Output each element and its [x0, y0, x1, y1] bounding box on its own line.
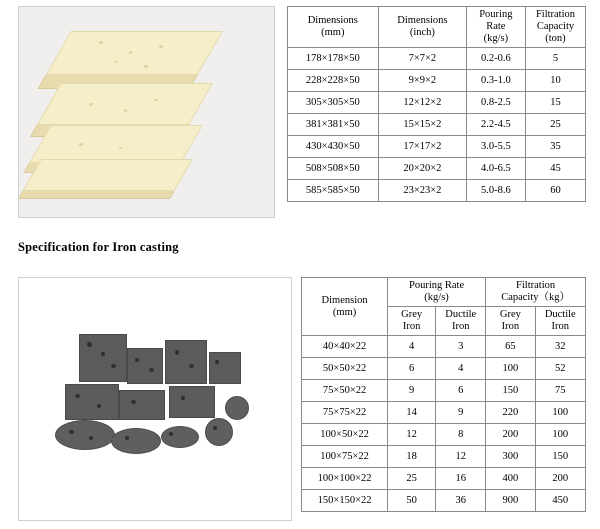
foam-block: [209, 352, 241, 384]
table-row: [302, 402, 586, 424]
cell-pouring-ductile: 3: [436, 336, 486, 358]
cell-dimension-inch: 15×15×2: [379, 114, 467, 136]
cell-dimension-inch: 23×23×2: [379, 180, 467, 202]
cell-pouring-grey: 14: [387, 402, 435, 424]
table-row: [287, 180, 586, 202]
cell-pouring-grey: 18: [387, 446, 435, 468]
cell-filtration-capacity: 35: [525, 136, 585, 158]
cell-pouring-rate: 5.0-8.6: [466, 180, 525, 202]
cell-dimension-inch: 12×12×2: [379, 92, 467, 114]
cell-pouring-grey: 25: [387, 468, 435, 490]
foam-disc: [205, 418, 233, 446]
cell-dimension-mm: 585×585×50: [287, 180, 379, 202]
group-filtration-capacity: Filtration Capacity（kg）: [486, 278, 586, 307]
cell-pouring-rate: 2.2-4.5: [466, 114, 525, 136]
cell-pouring-grey: 50: [387, 490, 435, 512]
table-row: [302, 490, 586, 512]
cell-capacity-ductile: 100: [535, 402, 585, 424]
cell-pouring-grey: 12: [387, 424, 435, 446]
cell-filtration-capacity: 5: [525, 48, 585, 70]
foam-disc: [161, 426, 199, 448]
cell-pouring-grey: 4: [387, 336, 435, 358]
cell-pouring-ductile: 4: [436, 358, 486, 380]
cell-pouring-rate: 0.2-0.6: [466, 48, 525, 70]
table-row: [287, 158, 586, 180]
table-row: [287, 136, 586, 158]
cell-dimension-inch: 20×20×2: [379, 158, 467, 180]
cell-capacity-ductile: 52: [535, 358, 585, 380]
cell-capacity-grey: 200: [486, 424, 535, 446]
cell-dimension-mm: 430×430×50: [287, 136, 379, 158]
cell-dimension: 100×75×22: [302, 446, 388, 468]
cell-capacity-grey: 65: [486, 336, 535, 358]
table-row: [287, 48, 586, 70]
alumina-filter-spec-section: [18, 6, 586, 218]
col-filtration-capacity: Filtration Capacity (ton): [525, 7, 585, 48]
cell-dimension-mm: 228×228×50: [287, 70, 379, 92]
col-capacity-grey-iron: Grey Iron: [486, 307, 535, 336]
table-header-row: [287, 7, 586, 48]
cell-capacity-grey: 150: [486, 380, 535, 402]
foam-disc: [55, 420, 115, 450]
foam-block: [165, 340, 207, 384]
cell-filtration-capacity: 10: [525, 70, 585, 92]
col-dimensions-mm: Dimensions (mm): [287, 7, 379, 48]
cell-pouring-rate: 0.3-1.0: [466, 70, 525, 92]
iron-casting-spec-section: [18, 277, 586, 521]
iron-casting-spec-table: [301, 277, 586, 512]
cell-capacity-ductile: 32: [535, 336, 585, 358]
cell-pouring-rate: 4.0-6.5: [466, 158, 525, 180]
cell-dimension-mm: 508×508×50: [287, 158, 379, 180]
cell-capacity-ductile: 75: [535, 380, 585, 402]
cell-capacity-ductile: 100: [535, 424, 585, 446]
foam-disc: [111, 428, 161, 454]
cell-capacity-grey: 300: [486, 446, 535, 468]
cell-capacity-grey: 900: [486, 490, 535, 512]
table-row: [302, 336, 586, 358]
cell-capacity-grey: 220: [486, 402, 535, 424]
col-capacity-ductile-iron: Ductile Iron: [535, 307, 585, 336]
cell-pouring-rate: 0.8-2.5: [466, 92, 525, 114]
foam-block: [119, 390, 165, 420]
foam-disc: [225, 396, 249, 420]
cell-pouring-ductile: 36: [436, 490, 486, 512]
cell-dimension: 40×40×22: [302, 336, 388, 358]
ceramic-foam-plates-photo: [18, 6, 275, 218]
cell-capacity-ductile: 200: [535, 468, 585, 490]
cell-dimension: 50×50×22: [302, 358, 388, 380]
table-row: [302, 358, 586, 380]
cell-filtration-capacity: 45: [525, 158, 585, 180]
cell-pouring-grey: 9: [387, 380, 435, 402]
cell-filtration-capacity: 25: [525, 114, 585, 136]
cell-capacity-grey: 100: [486, 358, 535, 380]
cell-pouring-ductile: 16: [436, 468, 486, 490]
foam-block: [79, 334, 127, 382]
cell-capacity-grey: 400: [486, 468, 535, 490]
foam-block: [127, 348, 163, 384]
table-header-row-group: [302, 278, 586, 307]
section-heading: Specification for Iron casting: [18, 240, 179, 254]
cell-dimension-mm: 178×178×50: [287, 48, 379, 70]
cell-dimension-inch: 9×9×2: [379, 70, 467, 92]
cell-filtration-capacity: 60: [525, 180, 585, 202]
cell-pouring-grey: 6: [387, 358, 435, 380]
foam-block: [169, 386, 215, 418]
cell-pouring-ductile: 6: [436, 380, 486, 402]
col-pouring-grey-iron: Grey Iron: [387, 307, 435, 336]
cell-capacity-ductile: 450: [535, 490, 585, 512]
col-dimensions-inch: Dimensions (inch): [379, 7, 467, 48]
table-row: [302, 468, 586, 490]
cell-dimension: 100×50×22: [302, 424, 388, 446]
foam-block: [65, 384, 119, 420]
cell-dimension: 75×75×22: [302, 402, 388, 424]
group-pouring-rate: Pouring Rate (kg/s): [387, 278, 485, 307]
cell-dimension-inch: 17×17×2: [379, 136, 467, 158]
col-pouring-ductile-iron: Ductile Iron: [436, 307, 486, 336]
cell-pouring-ductile: 9: [436, 402, 486, 424]
table-row: [287, 114, 586, 136]
table-row: [287, 70, 586, 92]
cell-dimension-mm: 381×381×50: [287, 114, 379, 136]
iron-casting-filters-photo: [18, 277, 292, 521]
cell-filtration-capacity: 15: [525, 92, 585, 114]
cell-pouring-ductile: 8: [436, 424, 486, 446]
table-row: [302, 380, 586, 402]
cell-pouring-rate: 3.0-5.5: [466, 136, 525, 158]
alumina-filter-spec-table: [287, 6, 587, 202]
table-row: [287, 92, 586, 114]
col-pouring-rate: Pouring Rate (kg/s): [466, 7, 525, 48]
cell-dimension: 150×150×22: [302, 490, 388, 512]
table-row: [302, 446, 586, 468]
table-row: [302, 424, 586, 446]
cell-dimension: 75×50×22: [302, 380, 388, 402]
cell-pouring-ductile: 12: [436, 446, 486, 468]
cell-dimension-inch: 7×7×2: [379, 48, 467, 70]
cell-capacity-ductile: 150: [535, 446, 585, 468]
col-dimension: Dimension (mm): [302, 278, 388, 336]
cell-dimension-mm: 305×305×50: [287, 92, 379, 114]
cell-dimension: 100×100×22: [302, 468, 388, 490]
